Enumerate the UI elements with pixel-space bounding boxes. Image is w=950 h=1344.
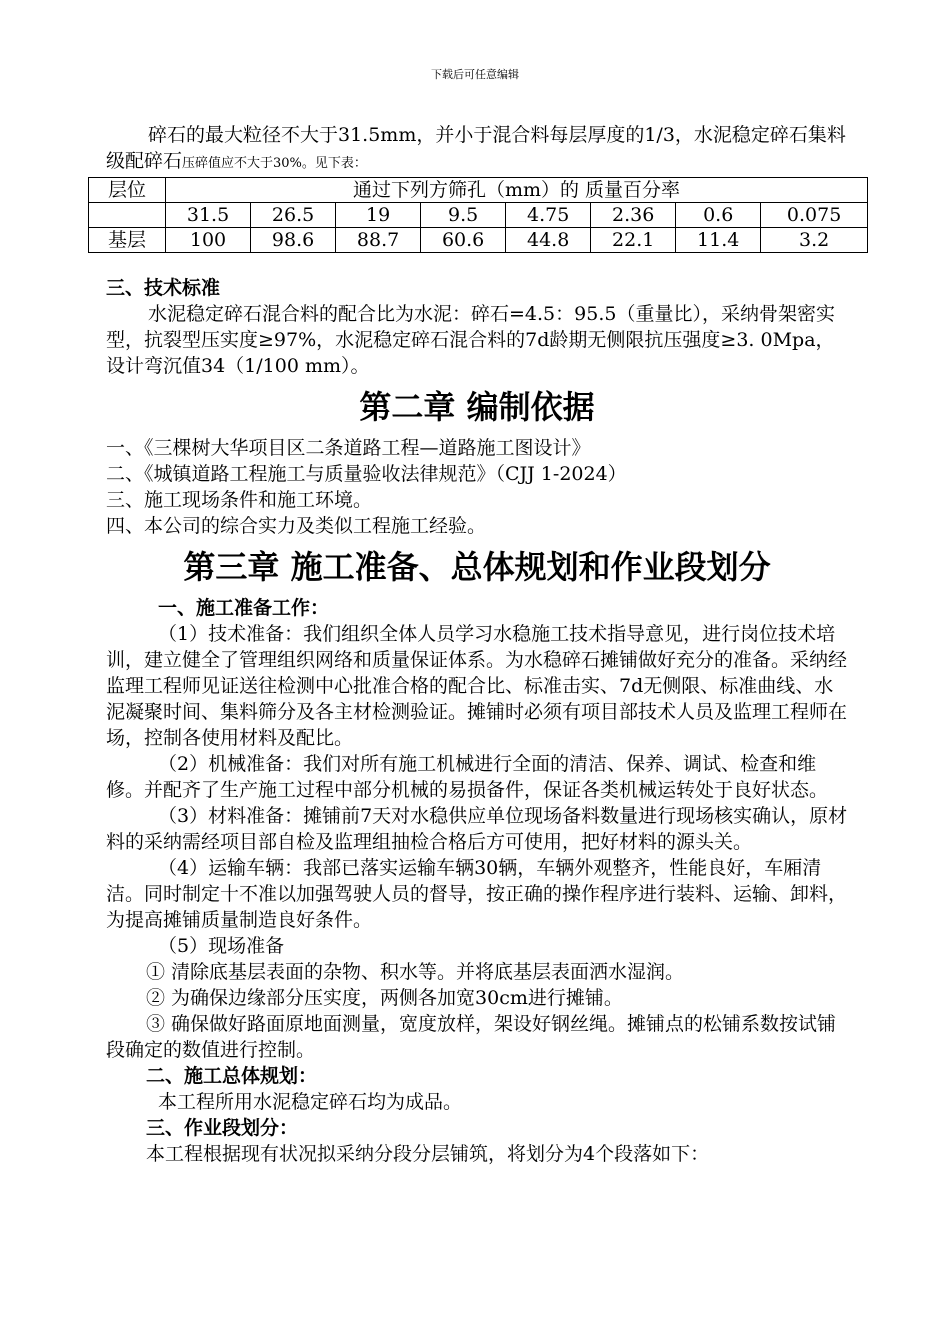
gradation-table	[88, 177, 868, 253]
table-header-layer: 层位	[89, 178, 166, 203]
section-title-preparation: 一、施工准备工作：	[158, 597, 330, 619]
list-item: ③ 确保做好路面原地面测量，宽度放样，架设好钢丝绳。摊铺点的松铺系数按试铺段确定的数值进行控制。	[106, 1013, 837, 1061]
table-cell-empty	[89, 203, 166, 228]
table-header-row	[89, 178, 868, 203]
table-cell: 2.36	[591, 203, 676, 228]
list-item: ① 清除底基层表面的杂物、积水等。并将底基层表面洒水湿润。	[146, 961, 685, 983]
table-cell: 100	[166, 228, 251, 253]
table-cell: 88.7	[336, 228, 421, 253]
table-cell: 3.2	[761, 228, 868, 253]
list-item: 三、施工现场条件和施工环境。	[106, 489, 373, 511]
table-cell: 9.5	[421, 203, 506, 228]
paragraph-overall-plan: 本工程所用水泥稳定碎石均为成品。	[158, 1091, 463, 1113]
list-item: 一、《三棵树大华项目区二条道路工程—道路施工图设计》	[106, 437, 591, 459]
section-title-overall-plan: 二、施工总体规划：	[146, 1065, 318, 1087]
paragraph-prep-site: （5）现场准备	[158, 935, 285, 957]
table-cell: 22.1	[591, 228, 676, 253]
document-body	[106, 122, 848, 1167]
table-cell: 44.8	[506, 228, 591, 253]
paragraph-aggregate-text: 碎石的最大粒径不大于31.5mm，并小于混合料每层厚度的1/3，水泥稳定碎石集料级配碎石	[106, 124, 846, 172]
table-row-sieve-sizes	[89, 203, 868, 228]
paragraph-prep-transport: （4）运输车辆：我部已落实运输车辆30辆，车辆外观整齐，性能良好，车厢清洁。同时制定十不准以加强驾驶人员的督导，按正确的操作程序进行装料、运输、卸料，为提高摊铺质量制造良好条件。	[106, 857, 848, 931]
chapter-2-title: 第二章 编制依据	[359, 388, 595, 426]
table-row-base-layer	[89, 228, 868, 253]
table-cell: 98.6	[251, 228, 336, 253]
paragraph-prep-machinery: （2）机械准备：我们对所有施工机械进行全面的清洁、保养、调试、检查和维修。并配齐了生产施工过程中部分机械的易损备件，保证各类机械运转处于良好状态。	[106, 753, 829, 801]
section-title-segments: 三、作业段划分：	[146, 1117, 299, 1139]
paragraph-prep-technical: （1）技术准备：我们组织全体人员学习水稳施工技术指导意见，进行岗位技术培训，建立健全了管理组织网络和质量保证体系。为水稳碎石摊铺做好充分的准备。采纳经监理工程师见证送往检测中心批准合格的配合比、标准击实、7d无侧限、标准曲线、水泥凝聚时间、集料筛分及各主材检测验证。摊铺时必须有项目部技术人员及监理工程师在场，控制各使用材料及配比。	[106, 623, 848, 749]
table-cell: 0.6	[676, 203, 761, 228]
table-header-passing: 通过下列方筛孔（mm）的 质量百分率	[166, 178, 868, 203]
table-cell: 4.75	[506, 203, 591, 228]
chapter-3-title: 第三章 施工准备、总体规划和作业段划分	[183, 548, 771, 586]
table-cell: 0.075	[761, 203, 868, 228]
table-cell-row-label: 基层	[89, 228, 166, 253]
paragraph-prep-materials: （3）材料准备：摊铺前7天对水稳供应单位现场备料数量进行现场核实确认，原材料的采纳需经项目部自检及监理组抽检合格后方可使用，把好材料的源头关。	[106, 805, 848, 853]
table-cell: 60.6	[421, 228, 506, 253]
table-cell: 19	[336, 203, 421, 228]
list-item: ② 为确保边缘部分压实度，两侧各加宽30cm进行摊铺。	[146, 987, 623, 1009]
table-cell: 31.5	[166, 203, 251, 228]
table-cell: 11.4	[676, 228, 761, 253]
list-item: 四、本公司的综合实力及类似工程施工经验。	[106, 515, 487, 537]
list-item: 二、《城镇道路工程施工与质量验收法律规范》（CJJ 1-2024）	[106, 463, 627, 485]
paragraph-aggregate	[106, 122, 848, 177]
table-cell: 26.5	[251, 203, 336, 228]
section-title-tech-standard: 三、技术标准	[106, 277, 221, 299]
page-header: 下载后可任意编辑	[431, 68, 519, 81]
paragraph-tech-standard: 水泥稳定碎石混合料的配合比为水泥：碎石=4.5：95.5（重量比），采纳骨架密实型，抗裂型压实度≥97%，水泥稳定碎石混合料的7d龄期无侧限抗压强度≥3. 0Mpa，设计弯沉值34（1/100 mm）。	[106, 303, 835, 377]
paragraph-aggregate-note: 压碎值应不大于30%。见下表：	[182, 156, 367, 171]
paragraph-segments: 本工程根据现有状况拟采纳分段分层铺筑，将划分为4个段落如下：	[146, 1143, 710, 1165]
